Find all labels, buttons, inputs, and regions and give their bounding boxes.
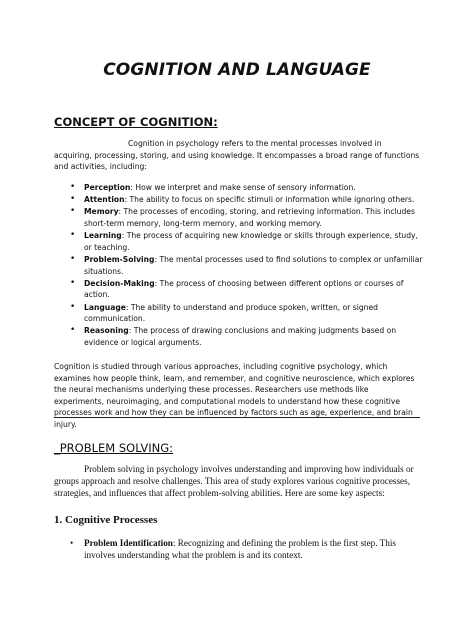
list-item xyxy=(70,230,426,253)
bullet-desc: : How we interpret and make sense of sensory information. xyxy=(130,183,356,192)
bullet-term: Decision-Making xyxy=(84,278,155,288)
bullet-icon: • xyxy=(70,253,76,264)
bullet-term: Attention xyxy=(84,195,125,205)
bullet-icon: • xyxy=(70,230,76,241)
cognition-functions-list xyxy=(70,182,426,349)
list-item xyxy=(70,182,426,194)
problem-solving-paragraph: Problem solving in psychology involves understanding and improving how individuals or groups approach and resolve challenges. This area of study explores various cognitive processes, strategies, and influences that affect problem-solving abilities. Here are some key aspects: xyxy=(54,464,414,498)
approaches-paragraph: Cognition is studied through various approaches, including cognitive psychology, which examines how people think, learn, and remember, and cognitive neuroscience, which explores the neural mechanisms underlying these processes. Researchers use methods like experiments, neuroimaging, and computational models to understand how these cognitive processes work and how they can be influenced by factors such as age, experience, and brain injury. xyxy=(54,362,415,429)
list-item xyxy=(70,278,426,301)
list-item xyxy=(70,206,426,229)
bullet-term: Memory xyxy=(84,207,119,217)
bullet-term: Language xyxy=(84,302,126,312)
bullet-term: Learning xyxy=(84,231,122,241)
list-item xyxy=(70,254,426,277)
bullet-icon: • xyxy=(70,182,76,192)
list-item xyxy=(70,302,426,325)
bullet-icon: • xyxy=(70,206,76,217)
problem-solving-heading: _PROBLEM SOLVING: xyxy=(54,441,174,455)
bullet-desc: : The process of acquiring new knowledge or skills through experience, study, or teaching. xyxy=(84,231,418,252)
intro-text: Cognition in psychology refers to the mental processes involved in acquiring, processing, storing, and using knowledge. It encompasses a broad range of functions and activities, including: xyxy=(54,139,420,172)
bullet-icon: • xyxy=(70,194,76,205)
bullet-desc: : The ability to understand and produce spoken, written, or signed communication. xyxy=(84,302,378,324)
bullet-desc: : The processes of encoding, storing, and retrieving information. This includes short-term memory, long-term memory, and working memory. xyxy=(84,207,415,228)
bullet-icon: • xyxy=(70,301,76,312)
intro-paragraph xyxy=(54,138,420,173)
bullet-desc: : The mental processes used to find solutions to complex or unfamiliar situations. xyxy=(84,254,423,276)
bullet-desc: : Recognizing and defining the problem is the first step. This involves understanding what the problem is and its context. xyxy=(84,538,397,560)
bullet-term: Problem Identification xyxy=(84,538,173,548)
bullet-term: Reasoning xyxy=(84,326,129,336)
bullet-icon: • xyxy=(70,538,74,548)
bullet-icon: • xyxy=(70,325,76,336)
cognitive-processes-list xyxy=(70,538,426,562)
horizontal-rule xyxy=(54,417,420,418)
section-heading: 1. Cognitive Processes xyxy=(54,514,158,526)
list-item xyxy=(70,194,426,206)
bullet-desc: : The process of drawing conclusions and making judgments based on evidence or logical arguments. xyxy=(84,326,397,347)
bullet-term: Perception xyxy=(84,183,131,192)
document-title: COGNITION AND LANGUAGE xyxy=(103,60,371,80)
list-item xyxy=(70,325,426,348)
bullet-icon: • xyxy=(70,277,76,288)
concept-heading: CONCEPT OF COGNITION: xyxy=(54,115,218,129)
bullet-desc: : The process of choosing between different options or courses of action. xyxy=(84,278,404,300)
bullet-term: Problem-Solving xyxy=(84,254,155,264)
bullet-desc: : The ability to focus on specific stimuli or information while ignoring others. xyxy=(124,195,415,205)
list-item xyxy=(70,538,426,562)
